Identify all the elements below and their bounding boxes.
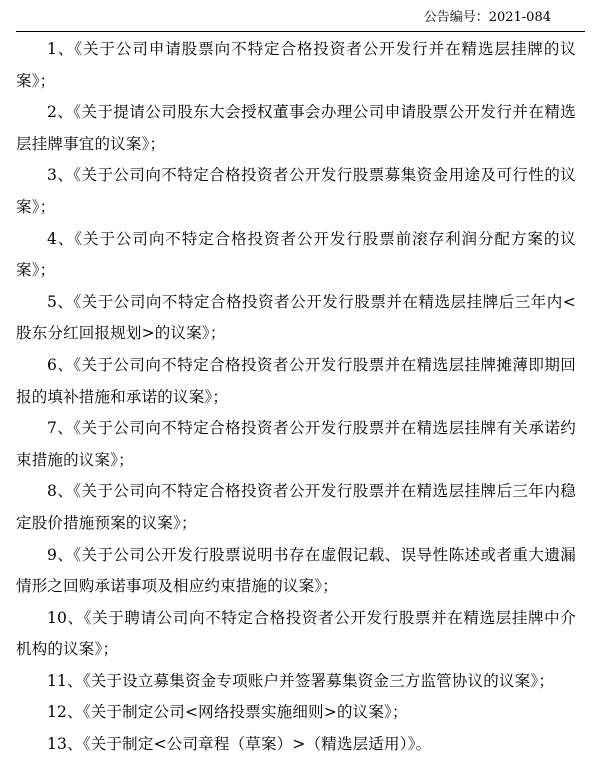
resolution-item-10: 10、《关于聘请公司向不特定合格投资者公开发行股票并在精选层挂牌中介机构的议案》；	[16, 608, 576, 659]
announcement-number: 公告编号：2021-084	[423, 10, 551, 25]
header-divider	[16, 31, 585, 32]
resolution-item-9: 9、《关于公司公开发行股票说明书存在虚假记载、误导性陈述或者重大遗漏情形之回购承诺事项及相应约束措施的议案》；	[16, 545, 576, 596]
resolution-item-13: 13、《关于制定<公司章程（草案）>（精选层适用）》。	[47, 735, 432, 754]
resolution-item-8: 8、《关于公司向不特定合格投资者公开发行股票并在精选层挂牌后三年内稳定股价措施预案的议案》；	[16, 482, 576, 532]
resolution-item-5: 5、《关于公司向不特定合格投资者公开发行股票并在精选层挂牌后三年内<股东分红回报规划>的议案》；	[16, 292, 576, 343]
resolution-item-6: 6、《关于公司向不特定合格投资者公开发行股票并在精选层挂牌摊薄即期回报的填补措施和承诺的议案》；	[16, 355, 576, 406]
resolution-item-12: 12、《关于制定公司<网络投票实施细则>的议案》；	[47, 703, 408, 722]
resolution-item-2: 2、《关于提请公司股东大会授权董事会办理公司申请股票公开发行并在精选层挂牌事宜的议案》；	[16, 103, 576, 153]
resolution-list	[16, 34, 576, 761]
resolution-item-1: 1、《关于公司申请股票向不特定合格投资者公开发行并在精选层挂牌的议案》；	[16, 40, 576, 90]
resolution-item-4: 4、《关于公司向不特定合格投资者公开发行股票前滚存利润分配方案的议案》；	[16, 229, 576, 280]
resolution-item-7: 7、《关于公司向不特定合格投资者公开发行股票并在精选层挂牌有关承诺约束措施的议案》；	[16, 419, 576, 469]
resolution-item-11: 11、《关于设立募集资金专项账户并签署募集资金三方监管协议的议案》；	[47, 671, 555, 690]
resolution-item-3: 3、《关于公司向不特定合格投资者公开发行股票募集资金用途及可行性的议案》；	[16, 166, 576, 216]
